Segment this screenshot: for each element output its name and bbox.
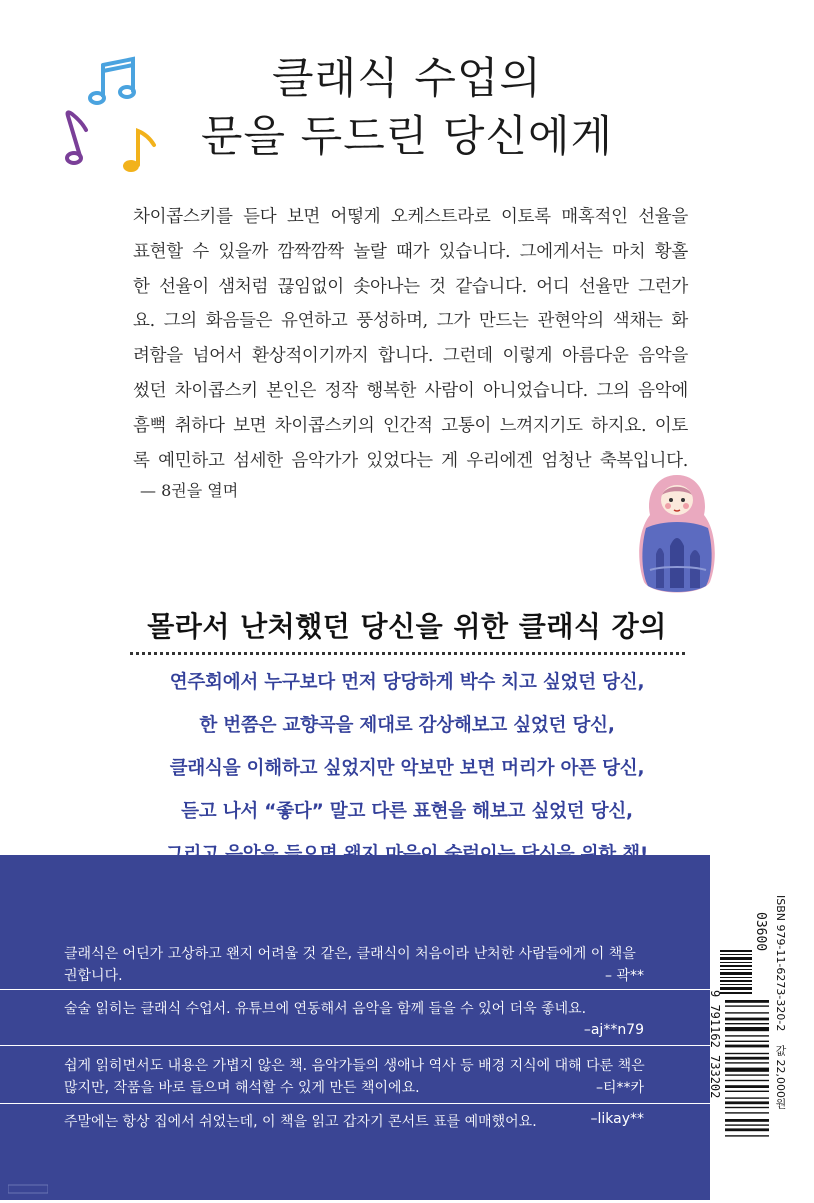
yellow-music-note-icon — [118, 125, 163, 175]
review-divider — [0, 1103, 710, 1104]
barcode-bar — [725, 1124, 769, 1125]
quote-line: 차이콥스키를 듣다 보면 어떻게 오케스트라로 이토록 매혹적인 선율을 — [133, 207, 688, 227]
review-line: 많지만, 작품을 바로 들으며 해석할 수 있게 만든 책이에요. — [64, 1080, 420, 1096]
review-line: 클래식은 어딘가 고상하고 왠지 어려울 것 같은, 클래식이 처음이라 난처한 사람들에게 이 책을 — [64, 946, 636, 962]
barcode-bar — [725, 1005, 769, 1006]
barcode-bar — [725, 1053, 769, 1054]
review-line: 권합니다. — [64, 968, 123, 984]
barcode-bar — [725, 1074, 769, 1075]
barcode-bar — [725, 1068, 769, 1072]
review-author: –aj**n79 — [583, 1022, 644, 1038]
quote-line: 요. 그의 화음들은 유연하고 풍성하며, 그가 만드는 관현악의 색채는 화 — [133, 311, 688, 332]
quote-signature: — 8권을 열며 — [140, 481, 239, 500]
barcode-bar — [725, 1062, 769, 1063]
review-divider — [0, 989, 710, 990]
barcode-bar — [725, 1000, 769, 1003]
quote-line: 썼던 차이콥스키 본인은 정작 행복한 사람이 아니었습니다. 그의 음악에 — [133, 380, 688, 401]
barcode-bar — [725, 1023, 769, 1024]
headline: 몰라서 난처했던 당신을 위한 클래식 강의 — [147, 610, 667, 643]
barcode-bar — [725, 1112, 769, 1113]
target-reader-line: 연주회에서 누구보다 먼저 당당하게 박수 치고 싶었던 당신, — [169, 672, 645, 693]
target-reader-line: 클래식을 이해하고 싶었지만 악보만 보면 머리가 아픈 당신, — [169, 758, 645, 779]
isbn-price-text — [772, 895, 788, 1195]
barcode-addon — [720, 950, 752, 995]
review-author: –likay** — [590, 1111, 644, 1127]
review-author: –티**카 — [595, 1080, 644, 1096]
price: 값 22,000원 — [774, 1044, 787, 1109]
target-reader-line: 듣고 나서 “좋다” 말고 다른 표현을 해보고 싶었던 당신, — [181, 801, 633, 822]
barcode — [725, 1000, 769, 1180]
barcode-bar — [725, 1012, 769, 1013]
review-author: – 곽** — [605, 968, 644, 984]
barcode-bar — [725, 1080, 769, 1081]
blue-music-note-icon — [85, 55, 140, 105]
barcode-bar — [725, 1091, 769, 1092]
intro-quote — [133, 200, 688, 478]
barcode-bar — [725, 1107, 769, 1108]
quote-line: 표현할 수 있을까 깜짝깜짝 놀랄 때가 있습니다. 그에게서는 마치 황홀 — [133, 241, 688, 262]
barcode-bar — [725, 1057, 769, 1060]
review-line: 술술 읽히는 클래식 수업서. 유튜브에 연동해서 음악을 함께 들을 수 있어 더욱 좋네요. — [64, 1001, 587, 1017]
purple-music-note-icon — [58, 108, 98, 168]
publisher-mark — [8, 1183, 78, 1203]
matryoshka-doll-illustration — [632, 470, 722, 600]
target-reader-line: 한 번쯤은 교향곡을 제대로 감상해보고 싶었던 당신, — [199, 715, 615, 736]
review-text — [64, 998, 664, 1020]
quote-line: 록 예민하고 섬세한 음악가가 있었다는 게 우리에겐 엄청난 축복입니다. — [133, 450, 688, 471]
isbn-number: ISBN 979-11-6273-320-2 — [774, 895, 787, 1032]
title-line-2: 문을 두드린 당신에게 — [200, 112, 614, 162]
barcode-addon-digits: 03600 — [753, 912, 768, 952]
review-divider — [0, 1045, 710, 1046]
barcode-bar — [725, 1085, 769, 1088]
barcode-bar — [725, 1097, 769, 1098]
quote-line: 려함을 넘어서 환상적이기까지 합니다. 그런데 이렇게 아름다운 음악을 — [133, 346, 688, 367]
quote-line: 흠뻑 취하다 보면 차이콥스키의 인간적 고통이 느껴지기도 하지요. 이토 — [133, 415, 688, 436]
barcode-bar — [725, 1041, 769, 1042]
barcode-bar — [725, 1135, 769, 1136]
barcode-bar — [725, 1018, 769, 1021]
dotted-divider — [130, 652, 685, 655]
title-line-1: 클래식 수업의 — [272, 54, 542, 104]
barcode-bar — [725, 1045, 769, 1048]
barcode-bar — [725, 1128, 769, 1131]
barcode-bar — [725, 1119, 769, 1122]
reviews-panel — [0, 855, 710, 1200]
quote-line: 한 선율이 샘처럼 끊임없이 솟아나는 것 같습니다. 어디 선율만 그런가 — [133, 276, 688, 297]
review-line: 쉽게 읽히면서도 내용은 가볍지 않은 책. 음악가들의 생애나 역사 등 배경 지식에 대해 다룬 책은 — [64, 1058, 645, 1074]
barcode-digits: 9 791162 733202 — [708, 990, 722, 1099]
publisher-logo-icon — [8, 1183, 48, 1195]
barcode-bar — [725, 1027, 769, 1031]
barcode-bar — [725, 1101, 769, 1104]
barcode-bar — [725, 1035, 769, 1036]
review-line: 주말에는 항상 집에서 쉬었는데, 이 책을 읽고 갑자기 콘서트 표를 예매했어요. — [64, 1114, 537, 1130]
